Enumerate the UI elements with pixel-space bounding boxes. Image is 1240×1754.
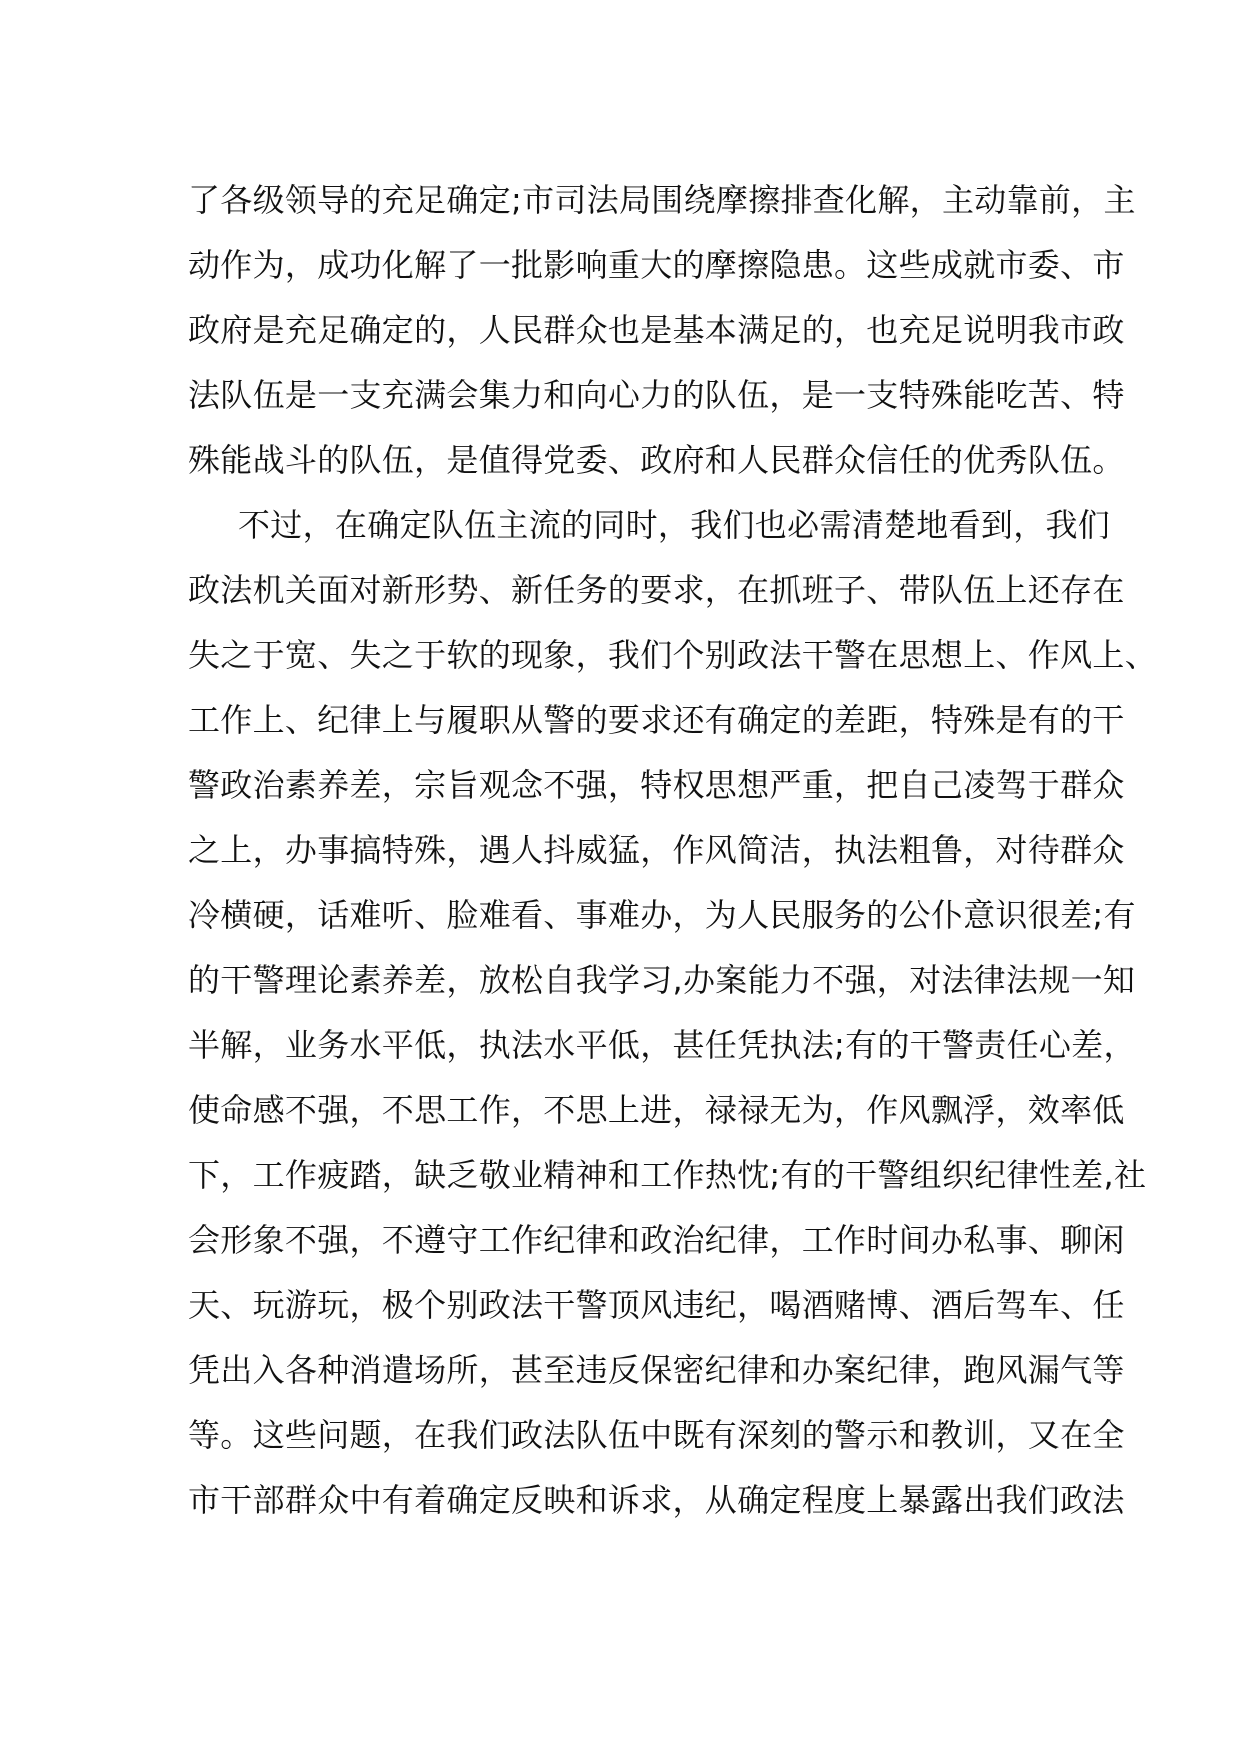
text-line: 失之于宽、失之于软的现象，我们个别政法干警在思想上、作风上、 [188, 636, 1158, 674]
text-line: 会形象不强，不遵守工作纪律和政治纪律，工作时间办私事、聊闲 [188, 1221, 1125, 1259]
text-line: 使命感不强，不思工作，不思上进，禄禄无为，作风飘浮，效率低 [188, 1091, 1125, 1129]
text-line: 了各级领导的充足确定;市司法局围绕摩擦排查化解，主动靠前，主 [188, 181, 1136, 219]
text-line: 冷横硬，话难听、脸难看、事难办，为人民服务的公仆意识很差;有 [188, 896, 1136, 934]
text-line: 凭出入各种消遣场所，甚至违反保密纪律和办案纪律，跑风漏气等 [188, 1351, 1125, 1389]
text-line: 等。这些问题，在我们政法队伍中既有深刻的警示和教训，又在全 [188, 1416, 1125, 1454]
text-line: 的干警理论素养差，放松自我学习,办案能力不强，对法律法规一知 [188, 961, 1136, 999]
text-line: 政法机关面对新形势、新任务的要求，在抓班子、带队伍上还存在 [188, 571, 1125, 609]
text-line: 市干部群众中有着确定反映和诉求，从确定程度上暴露出我们政法 [188, 1481, 1125, 1519]
text-line: 法队伍是一支充满会集力和向心力的队伍，是一支特殊能吃苦、特 [188, 376, 1125, 414]
text-line: 天、玩游玩，极个别政法干警顶风违纪，喝酒赌博、酒后驾车、任 [188, 1286, 1125, 1324]
text-line: 半解，业务水平低，执法水平低，甚任凭执法;有的干警责任心差， [188, 1026, 1136, 1064]
text-line: 政府是充足确定的，人民群众也是基本满足的，也充足说明我市政 [188, 311, 1125, 349]
text-line: 之上，办事搞特殊，遇人抖威猛，作风简洁，执法粗鲁，对待群众 [188, 831, 1125, 869]
body-text [188, 168, 1158, 1533]
text-line: 动作为，成功化解了一批影响重大的摩擦隐患。这些成就市委、市 [188, 246, 1125, 284]
text-line: 工作上、纪律上与履职从警的要求还有确定的差距，特殊是有的干 [188, 701, 1125, 739]
text-line: 殊能战斗的队伍，是值得党委、政府和人民群众信任的优秀队伍。 [188, 441, 1125, 479]
paragraph-start-line: 不过，在确定队伍主流的同时，我们也必需清楚地看到，我们 [238, 506, 1111, 544]
text-line: 警政治素养差，宗旨观念不强，特权思想严重，把自己凌驾于群众 [188, 766, 1125, 804]
text-line: 下，工作疲踏，缺乏敬业精神和工作热忱;有的干警组织纪律性差,社 [188, 1156, 1147, 1194]
